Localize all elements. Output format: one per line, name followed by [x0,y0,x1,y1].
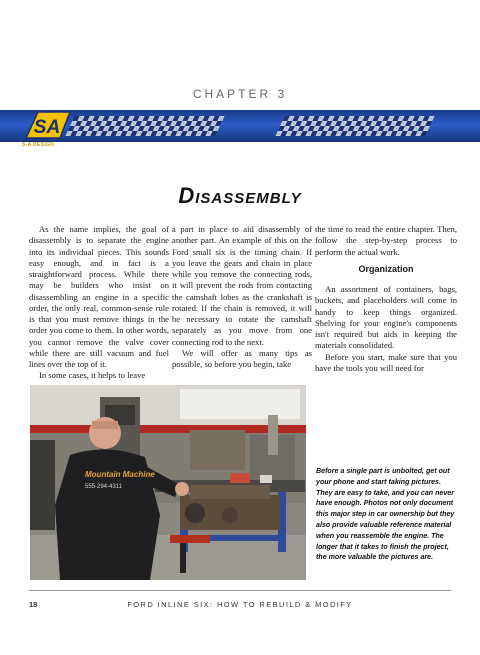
paragraph: We will offer as many tips as possible, so before you begin, take [172,347,312,369]
photo-illustration [30,385,306,580]
section-heading: Organization [358,263,414,274]
footer-divider [29,590,451,591]
logo-mark: SA [33,117,61,138]
page-number: 18 [29,600,38,609]
chapter-label: CHAPTER 3 [192,87,288,101]
paragraph: the time to read the entire chapter. Then, follow the step-by-step process to perform the actual work. [315,224,457,257]
body-column-2 [172,224,312,370]
shirt-text-1: Mountain Machine [85,470,155,479]
paragraph: In some cases, it helps to leave [39,370,146,381]
paragraph: As the name implies, the goal of disassembly is to separate the engine into its individual pieces. This sounds easy enough, and in fact is a straightforward process. While there may be builders who insist on disassembling an engine in a specific order, the only real, common-sense rule is that you must remove things in the order you come to them. In other words, you cannot remove the valve cover while there are still vacuum and fuel lines over the top of it. [29,224,169,369]
body-column-3 [315,224,457,374]
banner-checker-right [275,116,434,136]
banner-checker-left [65,116,224,136]
engine-disassembly-photo [30,385,306,580]
paragraph: a part in place to aid disassembly of another part. An example of this on the Ford small six is the timing chain. If you leave the gears and chain in place while you remove the connecting rods, it will prevent the rods from contacting the camshaft lobes as the crankshaft is rotated. If the chain is removed, it will be necessary to rotate the camshaft separately as you move from one connecting rod to the next. [172,224,312,347]
shirt-text-2: 555-294-4311 [85,484,122,490]
paragraph: An assortment of containers, bags, buckets, and placeholders will come in handy to keep things organized. Shelving for your engine's components isn't required but aids in keeping the materials consolidated. [315,284,457,351]
page-title: Disassembly [178,183,302,208]
paragraph: Before you start, make sure that you have the tools you will need for [315,351,457,373]
running-footer-title: FORD INLINE SIX: HOW TO REBUILD & MODIFY [127,600,353,609]
body-column-1 [29,224,169,382]
sa-design-logo-icon [20,108,74,144]
photo-caption: Before a single part is unbolted, get out your phone and start taking pictures. They are easy to take, and you can never have enough. Photos not only document this major step in car ownership but they also provide valuable reference material when you reassemble the engine. The longer that it takes to finish the project, the more valuable the pictures are. [316,467,455,562]
chapter-banner [0,108,480,150]
logo-text: S-A DESIGN [22,142,54,148]
